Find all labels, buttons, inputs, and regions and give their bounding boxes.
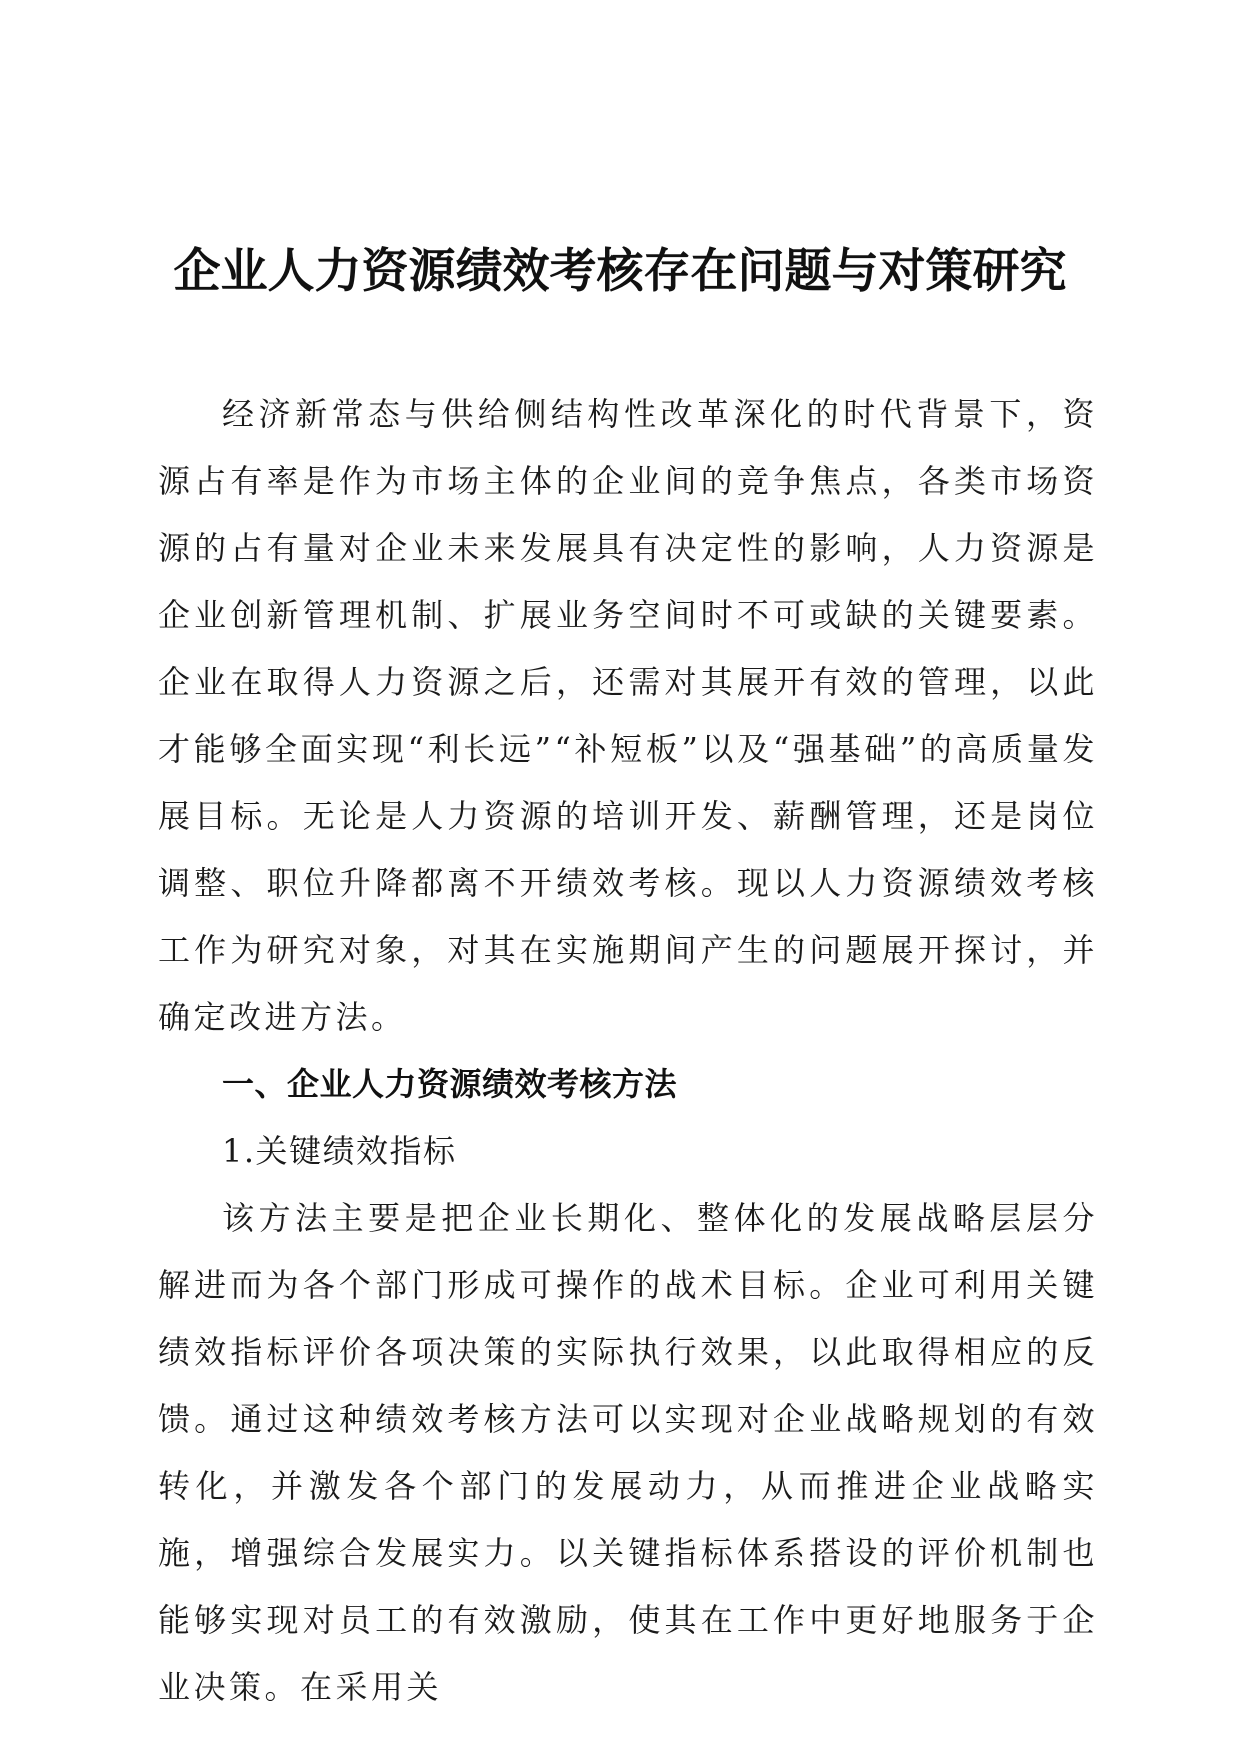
document-body: [158, 381, 1098, 1721]
section-heading: 一、企业人力资源绩效考核方法: [222, 1065, 678, 1103]
intro-paragraph: 经济新常态与供给侧结构性改革深化的时代背景下，资源占有率是作为市场主体的企业间的竞争焦点，各类市场资源的占有量对企业未来发展具有决定性的影响，人力资源是企业创新管理机制、扩展业务空间时不可或缺的关键要素。企业在取得人力资源之后，还需对其展开有效的管理，以此才能够全面实现“利长远”“补短板”以及“强基础”的高质量发展目标。无论是人力资源的培训开发、薪酬管理，还是岗位调整、职位升降都离不开绩效考核。现以人力资源绩效考核工作为研究对象，对其在实施期间产生的问题展开探讨，并确定改进方法。: [158, 395, 1098, 1036]
document-title: 企业人力资源绩效考核存在问题与对策研究: [173, 244, 1067, 299]
subsection-heading: 1.关键绩效指标: [222, 1132, 457, 1170]
subsection-paragraph: 该方法主要是把企业长期化、整体化的发展战略层层分解进而为各个部门形成可操作的战术目标。企业可利用关键绩效指标评价各项决策的实际执行效果，以此取得相应的反馈。通过这种绩效考核方法可以实现对企业战略规划的有效转化，并激发各个部门的发展动力，从而推进企业战略实施，增强综合发展实力。以关键指标体系搭设的评价机制也能够实现对员工的有效激励，使其在工作中更好地服务于企业决策。在采用关: [158, 1199, 1098, 1706]
